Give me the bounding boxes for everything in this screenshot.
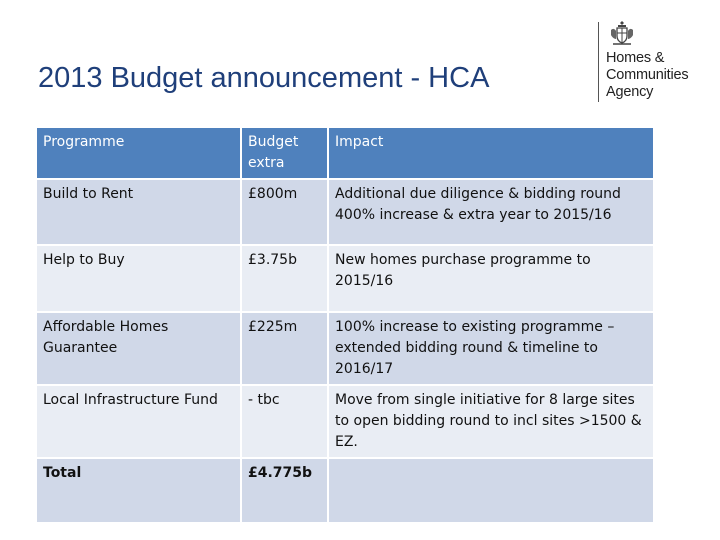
programme-cell: Build to Rent	[36, 179, 241, 245]
budget-cell: £3.75b	[241, 245, 328, 312]
table-row	[36, 312, 654, 385]
impact-cell: Move from single initiative for 8 large sites to open bidding round to incl sites >1500 & EZ.	[328, 385, 654, 458]
total-budget-cell: £4.775b	[241, 458, 328, 523]
budget-cell: £225m	[241, 312, 328, 385]
programme-cell: Local Infrastructure Fund	[36, 385, 241, 458]
hca-logo	[598, 20, 710, 104]
table-row	[36, 245, 654, 312]
total-label-cell: Total	[36, 458, 241, 523]
header-budget-extra: Budget extra	[241, 127, 328, 179]
total-impact-cell	[328, 458, 654, 523]
budget-cell: £800m	[241, 179, 328, 245]
programme-cell: Affordable Homes Guarantee	[36, 312, 241, 385]
impact-cell: 100% increase to existing programme – extended bidding round & timeline to 2016/17	[328, 312, 654, 385]
table-total-row	[36, 458, 654, 523]
logo-line-communities: Communities	[606, 67, 689, 83]
programme-cell: Help to Buy	[36, 245, 241, 312]
budget-cell: - tbc	[241, 385, 328, 458]
table-row	[36, 385, 654, 458]
logo-line-homes: Homes &	[606, 50, 665, 66]
budget-table	[35, 126, 655, 524]
header-impact: Impact	[328, 127, 654, 179]
royal-crest-icon	[610, 20, 634, 46]
logo-line-agency: Agency	[606, 84, 654, 100]
table-header-row	[36, 127, 654, 179]
header-programme: Programme	[36, 127, 241, 179]
impact-cell: Additional due diligence & bidding round 400% increase & extra year to 2015/16	[328, 179, 654, 245]
slide-title: 2013 Budget announcement - HCA	[38, 62, 490, 94]
logo-divider	[598, 22, 599, 102]
table-row	[36, 179, 654, 245]
impact-cell: New homes purchase programme to 2015/16	[328, 245, 654, 312]
